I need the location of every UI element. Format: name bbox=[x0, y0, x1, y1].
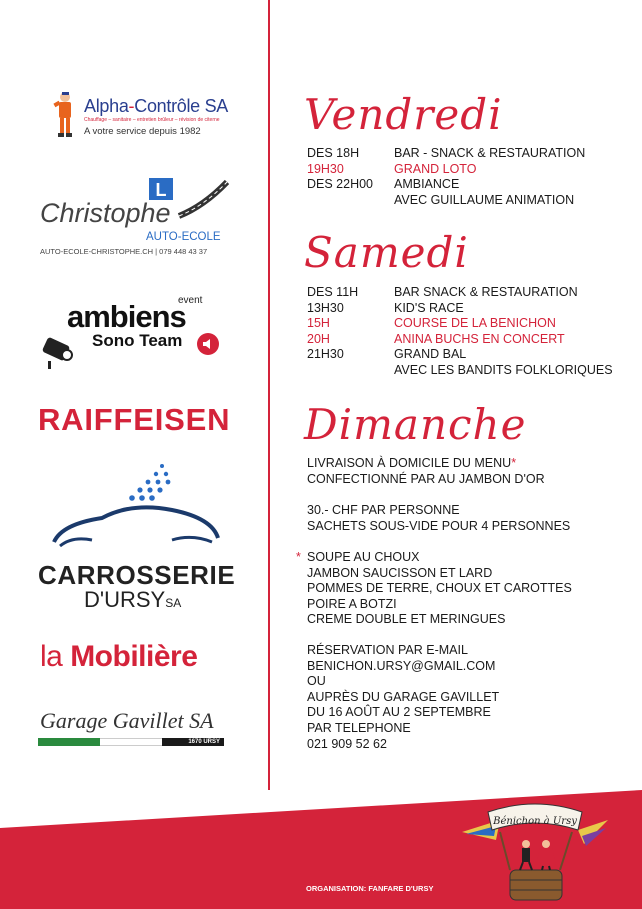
dimanche-menu bbox=[296, 550, 572, 628]
sponsor-column bbox=[0, 0, 262, 790]
asterisk-mark: * bbox=[511, 456, 517, 470]
schedule-time: DES 18H bbox=[307, 146, 360, 160]
samedi-title: Samedi bbox=[304, 228, 469, 277]
schedule-activity: AVEC GUILLAUME ANIMATION bbox=[394, 192, 575, 207]
christophe-url: AUTO-ECOLE-CHRISTOPHE.CH | 079 448 43 37 bbox=[40, 247, 208, 256]
schedule-row bbox=[307, 363, 613, 379]
carrosserie-sa: SA bbox=[165, 596, 182, 610]
schedule-activity: ANINA BUCHS EN CONCERT bbox=[394, 331, 565, 346]
vendredi-schedule bbox=[307, 146, 585, 208]
menu-item: JAMBON SAUCISSON ET LARD bbox=[307, 565, 493, 580]
schedule-time: 15H bbox=[307, 316, 330, 331]
schedule-activity: COURSE DE LA BENICHON bbox=[394, 316, 556, 331]
schedule-row bbox=[307, 347, 613, 363]
reservation-line: DU 16 AOÛT AU 2 SEPTEMBRE bbox=[307, 705, 491, 720]
ambiens-team: Sono Team bbox=[92, 331, 183, 350]
gavillet-bar bbox=[38, 738, 224, 746]
reservation-line: AUPRÈS DU GARAGE GAVILLET bbox=[307, 689, 500, 704]
schedule-activity: KID'S RACE bbox=[394, 300, 464, 315]
vertical-divider bbox=[268, 0, 270, 790]
christophe-sub: AUTO-ECOLE bbox=[146, 231, 221, 243]
schedule-activity: BAR SNACK & RESTAURATION bbox=[394, 285, 578, 299]
menu-item: CREME DOUBLE ET MERINGUES bbox=[307, 612, 506, 627]
reservation-line: PAR TELEPHONE bbox=[307, 720, 411, 735]
schedule-time: 19H30 bbox=[307, 161, 344, 176]
program-column bbox=[296, 0, 640, 790]
dimanche-price: 30.- CHF PAR PERSONNE SACHETS SOUS-VIDE POUR 4 PERSONNES bbox=[307, 503, 571, 533]
schedule-row bbox=[307, 332, 613, 348]
ambiens-brand: ambiens bbox=[67, 299, 186, 334]
dimanche-delivery: LIVRAISON À DOMICILE DU MENU* CONFECTIONNÉ PAR AU JAMBON D'OR bbox=[307, 456, 545, 486]
schedule-row bbox=[307, 146, 585, 162]
gavillet-name: Garage Gavillet SA bbox=[40, 708, 214, 733]
samedi-schedule bbox=[307, 285, 613, 379]
schedule-row bbox=[307, 177, 585, 193]
raiffeisen-logo: RAIFFEISEN bbox=[38, 402, 231, 437]
alpha-name: Alpha-Contrôle SA bbox=[84, 96, 228, 116]
carrosserie-line1: CARROSSERIE bbox=[38, 560, 236, 590]
schedule-activity: GRAND LOTO bbox=[394, 161, 477, 176]
garage-gavillet-logo bbox=[38, 708, 224, 750]
menu-item: POIRE A BOTZI bbox=[307, 596, 397, 611]
carrosserie-line2: D'URSYSA bbox=[84, 587, 182, 612]
sign-letter: L bbox=[155, 180, 167, 200]
menu-item: POMMES DE TERRE, CHOUX ET CAROTTES bbox=[307, 581, 572, 596]
christophe-name: Christophe bbox=[40, 198, 171, 228]
schedule-activity: BAR - SNACK & RESTAURATION bbox=[394, 146, 586, 160]
speaker-icon bbox=[196, 332, 220, 356]
menu-asterisk: * bbox=[296, 550, 301, 564]
schedule-time: 21H30 bbox=[307, 347, 344, 362]
schedule-row bbox=[307, 316, 613, 332]
reservation-line: RÉSERVATION PAR E-MAIL bbox=[307, 643, 468, 657]
reservation-line: 021 909 52 62 bbox=[307, 736, 387, 751]
carrosserie-logo bbox=[38, 462, 234, 612]
schedule-activity: GRAND BAL bbox=[394, 347, 467, 362]
schedule-activity: AVEC LES BANDITS FOLKLORIQUES bbox=[394, 362, 613, 377]
organisation-credit: ORGANISATION: FANFARE D'URSY bbox=[306, 884, 434, 893]
schedule-row bbox=[307, 162, 585, 178]
reservation-line: OU bbox=[307, 674, 326, 689]
vendredi-title: Vendredi bbox=[304, 90, 503, 139]
car-silhouette-icon bbox=[52, 462, 222, 554]
schedule-row bbox=[307, 301, 613, 317]
ambiens-event: event bbox=[178, 295, 203, 306]
badge-text: Bénichon à Ursy bbox=[493, 816, 577, 827]
schedule-row bbox=[307, 193, 585, 209]
schedule-time bbox=[307, 193, 394, 209]
schedule-time: DES 22H00 bbox=[307, 177, 374, 192]
benichon-badge-icon bbox=[460, 800, 610, 904]
gavillet-place: 1670 URSY bbox=[188, 739, 220, 745]
schedule-time: 20H bbox=[307, 331, 330, 346]
la-mobiliere-logo: la Mobilière bbox=[40, 640, 198, 673]
alpha-services: Chauffage – sanitaire – entretien brûleur – révision de citerne bbox=[84, 117, 220, 123]
christophe-auto-ecole-logo bbox=[38, 172, 230, 264]
mechanic-figure-icon bbox=[52, 90, 78, 138]
schedule-activity: AMBIANCE bbox=[394, 177, 460, 192]
schedule-time: DES 11H bbox=[307, 285, 359, 299]
alpha-tagline: A votre service depuis 1982 bbox=[84, 126, 201, 137]
reservation-line: BENICHON.URSY@GMAIL.COM bbox=[307, 658, 496, 673]
schedule-row bbox=[307, 285, 613, 301]
schedule-time bbox=[307, 363, 394, 379]
dimanche-reservation bbox=[307, 643, 499, 752]
dimanche-title: Dimanche bbox=[304, 400, 527, 449]
menu-item: SOUPE AU CHOUX bbox=[307, 550, 420, 564]
schedule-time: 13H30 bbox=[307, 300, 344, 315]
spotlight-icon bbox=[40, 335, 76, 371]
ambiens-logo bbox=[40, 295, 232, 375]
alpha-controle-logo bbox=[52, 90, 232, 142]
